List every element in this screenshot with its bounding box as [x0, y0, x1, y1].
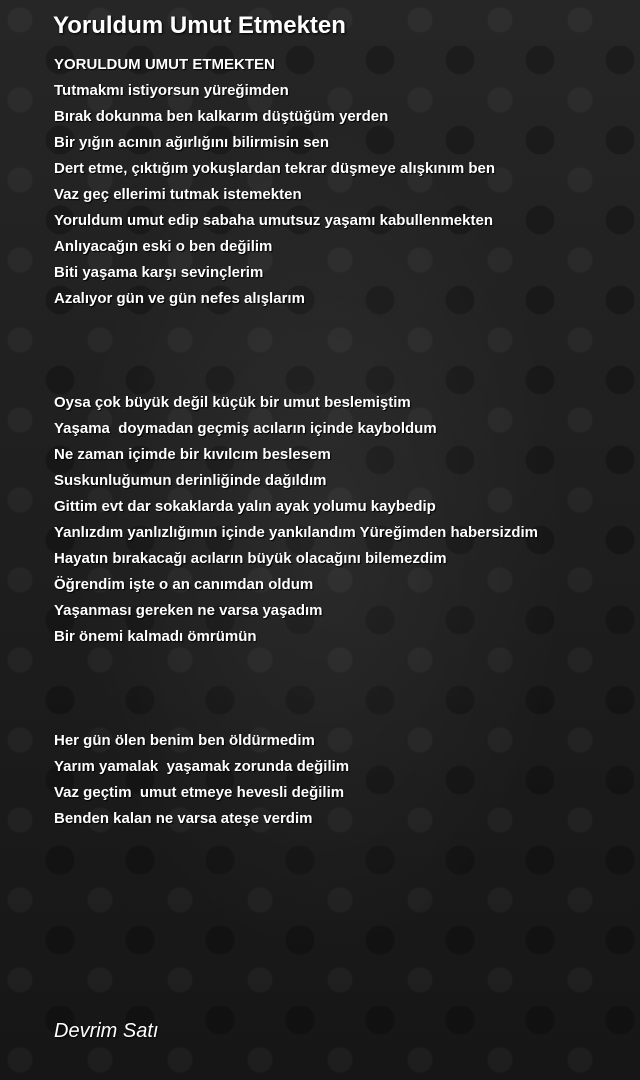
poem-line: Tutmakmı istiyorsun yüreğimden — [54, 82, 289, 99]
stanza-spacer — [54, 312, 634, 390]
poem-line: Anlıyacağın eski o ben değilim — [54, 238, 273, 255]
stanza-2 — [54, 390, 634, 650]
poem-line: Yarım yamalak yaşamak zorunda değilim — [54, 758, 350, 775]
stanza-spacer — [54, 650, 634, 728]
stanza-1 — [54, 52, 634, 312]
poem-line: Vaz geç ellerimi tutmak istemekten — [54, 186, 302, 203]
poem-line: Oysa çok büyük değil küçük bir umut beslemiştim — [54, 394, 411, 411]
poem-line: Her gün ölen benim ben öldürmedim — [54, 732, 315, 749]
stanza-3 — [54, 728, 634, 832]
poem-line: Vaz geçtim umut etmeye hevesli değilim — [54, 784, 345, 801]
poem-line: Gittim evt dar sokaklarda yalın ayak yolumu kaybedip — [54, 498, 436, 515]
poem-line: Dert etme, çıktığım yokuşlardan tekrar düşmeye alışkınım ben — [54, 160, 496, 177]
author-name: Devrim Satı — [54, 1020, 159, 1042]
poem-line: Ne zaman içimde bir kıvılcım beslesem — [54, 446, 331, 463]
poem-title: Yoruldum Umut Etmekten — [53, 12, 346, 39]
poem-line: Yaşama doymadan geçmiş acıların içinde kayboldum — [54, 420, 437, 437]
poem-line: Bırak dokunma ben kalkarım düştüğüm yerden — [54, 108, 389, 125]
poem-line: YORULDUM UMUT ETMEKTEN — [54, 56, 275, 73]
poem-line: Hayatın bırakacağı acıların büyük olacağını bilemezdim — [54, 550, 447, 567]
poem-line: Azalıyor gün ve gün nefes alışlarım — [54, 290, 305, 307]
poem-body — [54, 52, 634, 832]
poem-line: Yanlızdım yanlızlığımın içinde yankılandım Yüreğimden habersizdim — [54, 524, 539, 541]
poem-line: Benden kalan ne varsa ateşe verdim — [54, 810, 313, 827]
poem-line: Yoruldum umut edip sabaha umutsuz yaşamı kabullenmekten — [54, 212, 493, 229]
poem-line: Öğrendim işte o an canımdan oldum — [54, 576, 314, 593]
poem-line: Bir önemi kalmadı ömrümün — [54, 628, 257, 645]
poem-line: Bir yığın acının ağırlığını bilirmisin sen — [54, 134, 330, 151]
poem-line: Biti yaşama karşı sevinçlerim — [54, 264, 264, 281]
poem-line: Yaşanması gereken ne varsa yaşadım — [54, 602, 323, 619]
poem-line: Suskunluğumun derinliğinde dağıldım — [54, 472, 327, 489]
